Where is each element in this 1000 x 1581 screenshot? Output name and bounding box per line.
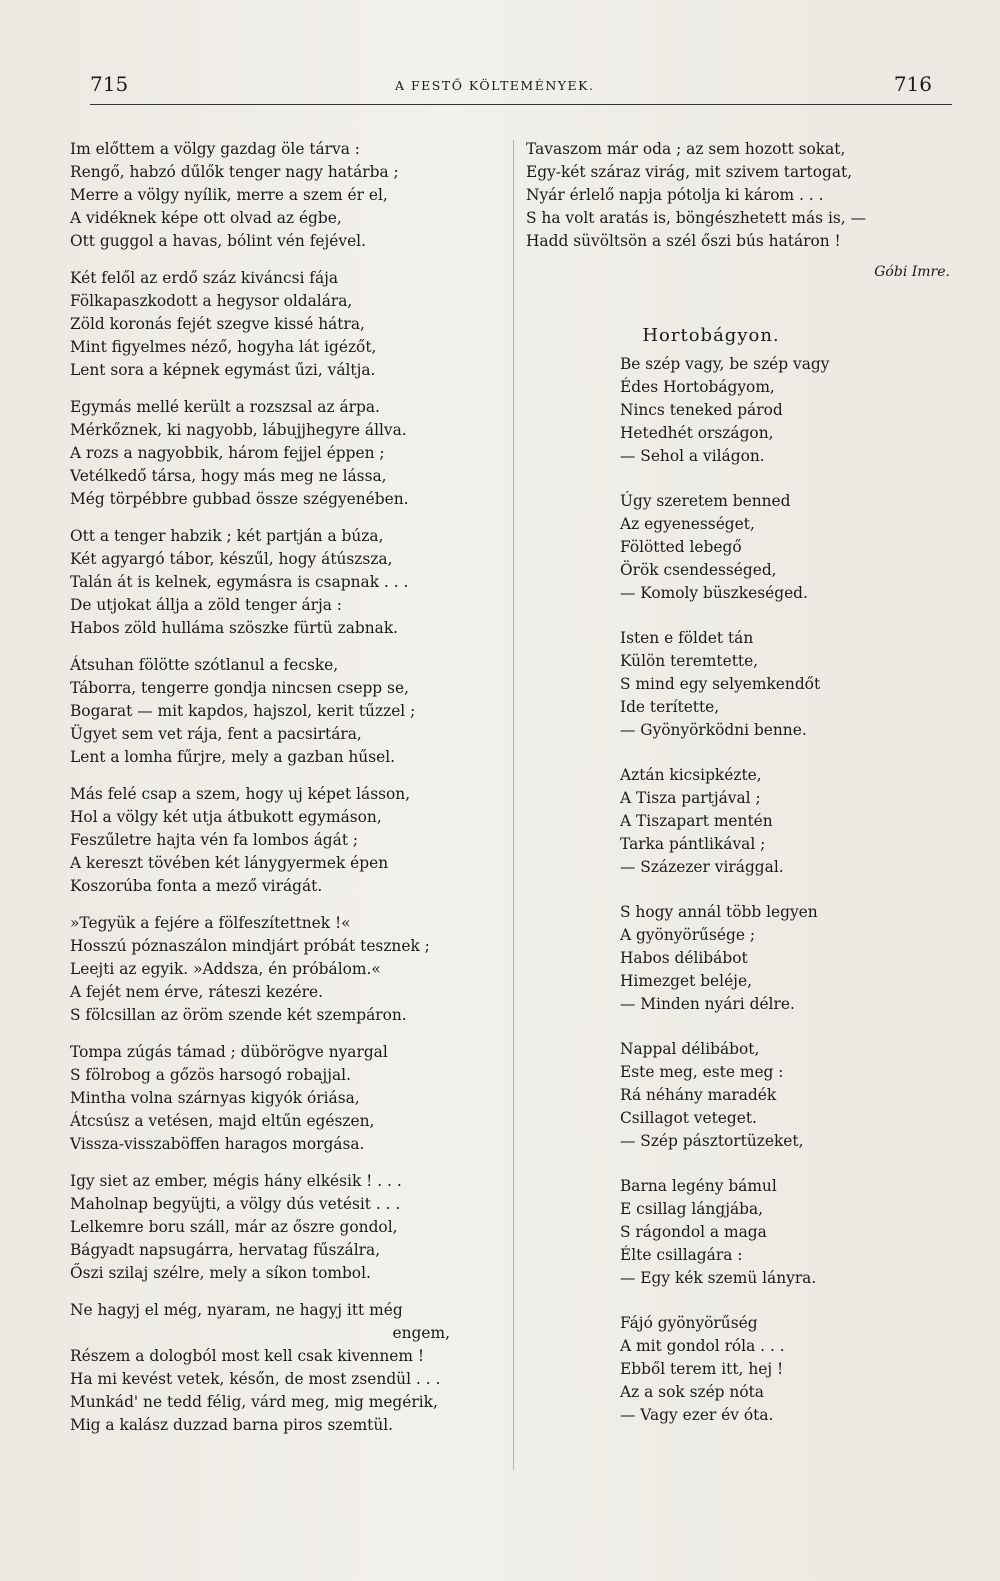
verse-line: Ott guggol a havas, bólint vén fejével. [70,232,366,250]
verse-line: Külön teremtette, [620,652,759,670]
verse-line: Mig a kalász duzzad barna piros szemtül. [70,1416,394,1434]
verse-line: Mérkőznek, ki nagyobb, lábujjhegyre állva. [70,421,407,439]
verse-line: — Egy kék szemü lányra. [620,1269,817,1287]
verse-line: Két agyargó tábor, készűl, hogy átúszsza, [70,550,393,568]
verse-line: Ha mi kevést vetek, későn, de most zsendül . . . [70,1370,441,1388]
verse-line: Édes Hortobágyom, [620,378,775,396]
verse-line: Átcsúsz a vetésen, majd eltűn egészen, [70,1112,375,1130]
verse-line: Bogarat — mit kapdos, hajszol, kerit tűzzel ; [70,702,416,720]
verse-line: Az a sok szép nóta [620,1383,764,1401]
verse-line: Hol a völgy két utja átbukott egymáson, [70,808,382,826]
stanza [526,1175,956,1290]
stanza [526,1312,956,1427]
verse-line: A gyönyörűsége ; [620,926,756,944]
stanza [70,1170,510,1285]
verse-line: Úgy szeretem benned [620,492,791,510]
verse-line: Barna legény bámul [620,1177,777,1195]
verse-line: Feszűletre hajta vén fa lombos ágát ; [70,831,359,849]
verse-line: Más felé csap a szem, hogy uj képet lásson, [70,785,411,803]
verse-line: Egy-két száraz virág, mit szivem tartogat, [526,163,853,181]
verse-line: Fölötted lebegő [620,538,742,556]
verse-line: A fejét nem érve, ráteszi kezére. [70,983,323,1001]
verse-line: — Vagy ezer év óta. [620,1406,774,1424]
verse-line: Este meg, este meg : [620,1063,784,1081]
verse-line: Hadd süvöltsön a szél őszi bús határon ! [526,232,841,250]
verse-line: — Komoly büszkeséged. [620,584,808,602]
verse-line: A vidéknek képe ott olvad az égbe, [70,209,342,227]
verse-line: Örök csendességed, [620,561,777,579]
verse-line: Maholnap begyüjti, a völgy dús vetésit . . . [70,1195,401,1213]
verse-line: Átsuhan fölötte szótlanul a fecske, [70,656,339,674]
stanza [70,783,510,898]
verse-line: Nincs teneked párod [620,401,783,419]
verse-line: Talán át is kelnek, egymásra is csapnak . . . [70,573,409,591]
verse-line: Be szép vagy, be szép vagy [620,355,830,373]
verse-line: Bágyadt napsugárra, hervatag fűszálra, [70,1241,381,1259]
right-column [526,138,956,1449]
verse-line: S fölcsillan az öröm szende két szempáron. [70,1006,407,1024]
verse-line: Rá néhány maradék [620,1086,777,1104]
verse-line: Igy siet az ember, mégis hány elkésik ! . . . [70,1172,402,1190]
verse-line: Mint figyelmes néző, hogyha lát igézőt, [70,338,377,356]
verse-line: A kereszt tövében két lánygyermek épen [70,854,389,872]
verse-line: Zöld koronás fejét szegve kissé hátra, [70,315,365,333]
verse-line: S fölrobog a gőzös harsogó robajjal. [70,1066,351,1084]
poem-ending-stanza [526,138,956,253]
verse-line: Tompa zúgás támad ; dübörögve nyargal [70,1043,388,1061]
verse-line: Ott a tenger habzik ; két partján a búza, [70,527,384,545]
verse-line: Isten e földet tán [620,629,754,647]
stanza [70,525,510,640]
verse-line: Ebből terem itt, hej ! [620,1360,784,1378]
verse-line: Rengő, habzó dűlők tenger nagy határba ; [70,163,399,181]
verse-line: Egymás mellé került a rozszsal az árpa. [70,398,380,416]
stanza [526,627,956,742]
verse-line: S ha volt aratás is, böngészhetett más is, — [526,209,866,227]
verse-line: A rozs a nagyobbik, három fejjel éppen ; [70,444,385,462]
stanza [526,1038,956,1153]
stanza [526,490,956,605]
verse-line: Ide terítette, [620,698,720,716]
verse-line: Fájó gyönyörűség [620,1314,758,1332]
verse-line: Vissza-visszaböffen haragos morgása. [70,1135,365,1153]
page-number-right: 716 [893,72,932,96]
verse-line: Himezget beléje, [620,972,752,990]
hortobagyon-poem [526,353,956,1427]
verse-line: Lent a lomha fűrjre, mely a gazban hűsel. [70,748,396,766]
verse-line: Csillagot veteget. [620,1109,757,1127]
verse-line: Táborra, tengerre gondja nincsen csepp se, [70,679,409,697]
stanza [70,396,510,511]
verse-line: Hetedhét országon, [620,424,774,442]
verse-line: Tavaszom már oda ; az sem hozott sokat, [526,140,846,158]
stanza [526,353,956,468]
verse-line: Az egyenességet, [620,515,755,533]
left-column-poem [70,138,510,1451]
verse-line: Tarka pántlikával ; [620,835,766,853]
verse-line: Részem a dologból most kell csak kivennem ! [70,1347,425,1365]
verse-line: Mintha volna szárnyas kigyók óriása, [70,1089,360,1107]
verse-line: Őszi szilaj szélre, mely a síkon tombol. [70,1264,371,1282]
verse-line: E csillag lángjába, [620,1200,764,1218]
stanza [526,901,956,1016]
page-number-left: 715 [90,72,129,96]
verse-line: — Szép pásztortüzeket, [620,1132,804,1150]
verse-line: S rágondol a maga [620,1223,767,1241]
verse-line: A Tiszapart mentén [620,812,773,830]
verse-line: Aztán kicsipkézte, [620,766,762,784]
verse-line: Fölkapaszkodott a hegysor oldalára, [70,292,353,310]
stanza [70,1299,510,1437]
verse-line: Lelkemre boru száll, már az őszre gondol, [70,1218,398,1236]
stanza [526,764,956,879]
author-signature: Góbi Imre. [874,264,950,280]
verse-line: Habos délibábot [620,949,748,967]
verse-line: Habos zöld hulláma szöszke fürtü zabnak. [70,619,399,637]
verse-line: S mind egy selyemkendőt [620,675,821,693]
verse-line: Vetélkedő társa, hogy más meg ne lássa, [70,467,387,485]
verse-line: A Tisza partjával ; [620,789,761,807]
stanza [70,912,510,1027]
verse-line: — Százezer virággal. [620,858,784,876]
verse-line: Leejti az egyik. »Addsza, én próbálom.« [70,960,381,978]
verse-line: — Sehol a világon. [620,447,765,465]
verse-line: — Minden nyári délre. [620,995,795,1013]
verse-line: Élte csillagára : [620,1246,743,1264]
verse-line: Im előttem a völgy gazdag öle tárva : [70,140,360,158]
verse-line: De utjokat állja a zöld tenger árja : [70,596,342,614]
verse-line: Ne hagyj el még, nyaram, ne hagyj itt még [70,1301,403,1319]
verse-line: Ügyet sem vet rája, fent a pacsirtára, [70,725,362,743]
verse-line: Merre a völgy nyílik, merre a szem ér el, [70,186,388,204]
column-divider [513,140,514,1470]
running-title: A FESTŐ KÖLTEMÉNYEK. [395,78,595,93]
verse-line: A mit gondol róla . . . [620,1337,785,1355]
verse-line: Még törpébbre gubbad össze szégyenében. [70,490,409,508]
page-header [90,72,952,105]
verse-line: »Tegyük a fejére a fölfeszítettnek !« [70,914,351,932]
verse-line: Nappal délibábot, [620,1040,760,1058]
verse-line: Nyár érlelő napja pótolja ki károm . . . [526,186,824,204]
stanza [70,654,510,769]
verse-line: S hogy annál több legyen [620,903,818,921]
verse-line: Koszorúba fonta a mező virágát. [70,877,323,895]
verse-line: Lent sora a képnek egymást űzi, váltja. [70,361,376,379]
verse-line: engem, [392,1324,450,1342]
verse-line: Hosszú póznaszálon mindjárt próbát tesznek ; [70,937,430,955]
stanza [70,267,510,382]
poem-title: Hortobágyon. [642,325,780,346]
verse-line: Két felől az erdő száz kiváncsi fája [70,269,339,287]
verse-line: — Gyönyörködni benne. [620,721,807,739]
verse-line: Munkád' ne tedd félig, várd meg, mig megérik, [70,1393,438,1411]
stanza [70,1041,510,1156]
stanza [70,138,510,253]
